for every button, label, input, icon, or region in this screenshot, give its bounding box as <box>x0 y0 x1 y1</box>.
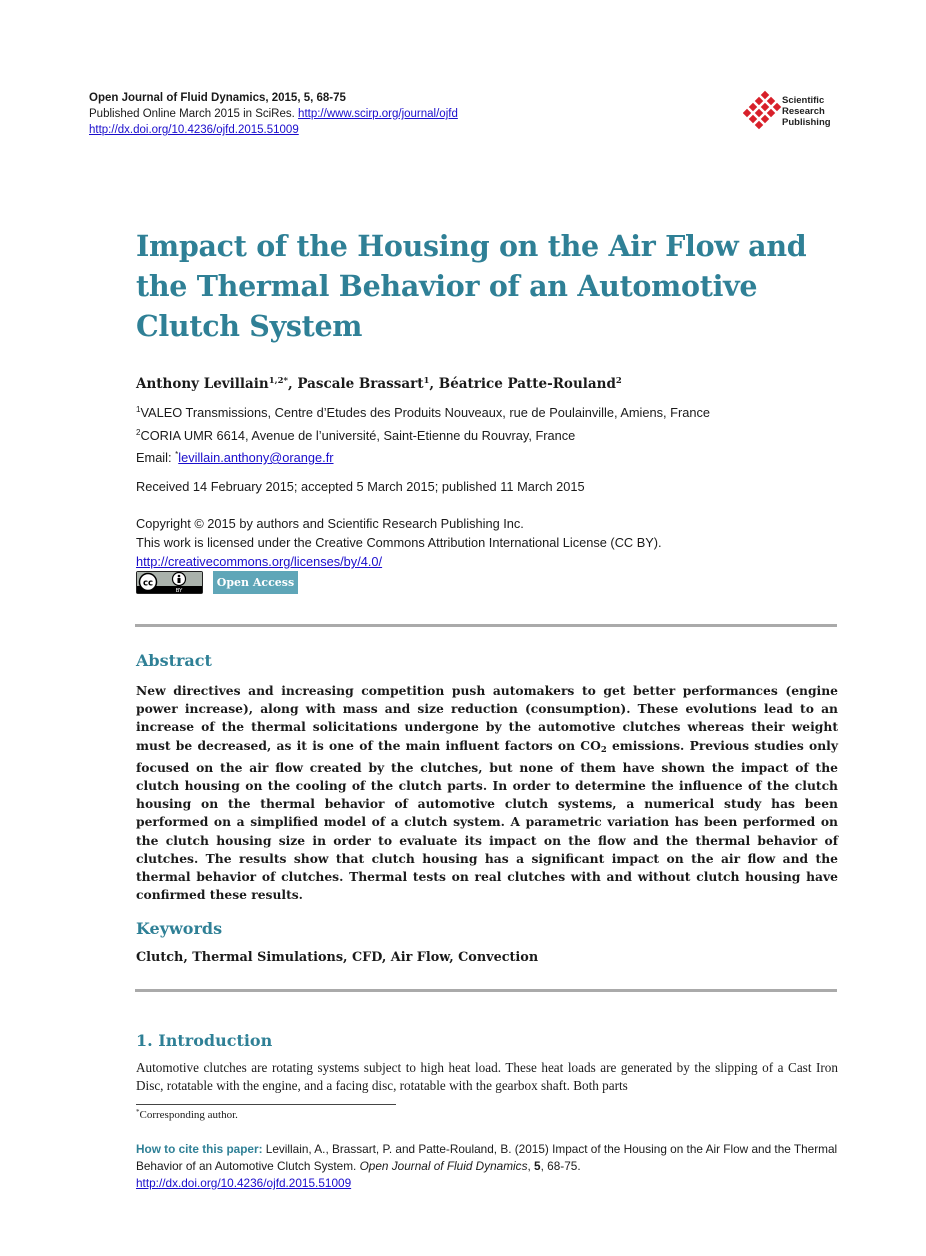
abstract-part-1: New directives and increasing competition push automakers to get better performances (engine power increase), along with mass and size reduction (consumption). These evolutions lead to an increase of the thermal solicitations undergone by the automotive clutches whereas their weight must be decreased, as it is one of the main influent factors on CO <box>136 683 838 753</box>
journal-url-link[interactable]: http://www.scirp.org/journal/ojfd <box>298 108 458 120</box>
abstract-part-2: emissions. Previous studies only focused on the air flow created by the clutches, but none of them have shown the impact of the clutch housing on the cooling of the clutch parts. In order to determine the influence of the clutch housing on the thermal behavior of automotive clutch systems, a numerical study has been performed on a simplified model of a clutch system. A parametric variation has been performed on the clutch housing size in order to evaluate its impact on the flow and the thermal behavior of clutches. The results show that clutch housing has a significant impact on the air flow and the thermal behavior of clutches. Thermal tests on real clutches with and without clutch housing have confirmed these results. <box>136 737 839 903</box>
license-line: This work is licensed under the Creative Commons Attribution International License (CC BY). <box>136 535 662 550</box>
affiliation-sup: 2 <box>136 427 141 437</box>
footnote <box>136 1108 238 1121</box>
abstract-text <box>136 682 838 904</box>
logo-line-1: Scientific <box>782 95 825 106</box>
email-link[interactable]: levillain.anthony@orange.fr <box>178 450 334 465</box>
citation-text: Levillain, A., Brassart, P. and Patte-Rouland, B. (2015) Impact of the Housing on the Air Flow and the Thermal Behavior of an Automotive Clutch System. <box>136 1142 838 1173</box>
logo-line-3: Publishing <box>782 117 831 128</box>
copyright-line: Copyright © 2015 by authors and Scientific Research Publishing Inc. <box>136 516 524 531</box>
svg-text:cc: cc <box>142 578 154 589</box>
citation-block: How to cite this paper: Levillain, A., Brassart, P. and Patte-Rouland, B. (2015) Impact of the Housing on the Air Flow and the Thermal Behavior of an Automotive Clutch System. Open Journal of Fluid Dynamics, 5, 68-75. http://dx.doi.org/10.4236/ojfd.2015.51009 <box>136 1142 838 1190</box>
svg-text:BY: BY <box>175 588 183 594</box>
citation-journal: Open Journal of Fluid Dynamics <box>359 1159 528 1173</box>
cc-by-badge[interactable] <box>136 571 203 594</box>
footnote-sup: * <box>136 1108 140 1116</box>
copyright-block <box>136 514 662 571</box>
journal-line: Open Journal of Fluid Dynamics, 2015, 5, 68-75 <box>89 92 346 104</box>
paper-title: Impact of the Housing on the Air Flow and the Thermal Behavior of an Automotive Clutch System <box>136 229 807 343</box>
keywords-heading: Keywords <box>136 919 223 938</box>
email-sup: * <box>175 450 179 459</box>
affiliation-text: VALEO Transmissions, Centre d’Etudes des Produits Nouveaux, rue de Poulainville, Amiens, France <box>140 405 710 420</box>
journal-header <box>89 90 458 138</box>
citation-pages: , 68-75. <box>540 1159 581 1173</box>
author-name: Pascale Brassart <box>297 376 424 392</box>
section-divider <box>135 624 837 627</box>
abstract-heading: Abstract <box>136 651 212 670</box>
affiliation-sup: 1 <box>136 405 141 414</box>
affiliation-text: CORIA UMR 6614, Avenue de l’université, Saint-Etienne du Rouvray, France <box>140 427 576 443</box>
email-label: Email: <box>136 450 172 465</box>
author-sup: 1 <box>423 376 430 386</box>
author-sup: 1,2* <box>268 376 288 386</box>
open-access-badge[interactable]: Open Access <box>213 571 298 594</box>
email-line <box>136 445 710 468</box>
footnote-text: Corresponding author. <box>139 1109 238 1121</box>
author-list: Anthony Levillain$^{1,2*}$, Pascale Brassart$^1$, Béatrice Patte-Rouland$^2$ <box>136 376 622 392</box>
citation-label: How to cite this paper: <box>136 1142 263 1156</box>
co2-subscript: 2 <box>600 744 607 755</box>
keywords-text: Clutch, Thermal Simulations, CFD, Air Flow, Convection <box>136 950 539 965</box>
received-dates: Received 14 February 2015; accepted 5 March 2015; published 11 March 2015 <box>136 479 585 494</box>
cc-by-icon <box>136 571 203 594</box>
author-name: Anthony Levillain <box>136 376 269 392</box>
header-doi-link[interactable]: http://dx.doi.org/10.4236/ojfd.2015.51009 <box>89 124 299 136</box>
logo-line-2: Research <box>782 106 825 117</box>
published-line <box>89 106 458 122</box>
affiliation-item <box>136 423 710 446</box>
author-name: Béatrice Patte-Rouland <box>438 376 616 392</box>
citation-doi-link[interactable]: http://dx.doi.org/10.4236/ojfd.2015.51009 <box>136 1176 352 1190</box>
license-url-link[interactable]: http://creativecommons.org/licenses/by/4.0/ <box>136 554 383 569</box>
affiliation-item <box>136 400 710 423</box>
section-divider <box>135 989 837 992</box>
citation-volume: 5 <box>534 1159 541 1173</box>
introduction-heading: 1. Introduction <box>136 1031 273 1050</box>
published-prefix: Published Online March 2015 in SciRes. <box>89 108 295 120</box>
scirp-logo-text <box>782 95 831 128</box>
author-sup: 2 <box>615 376 622 386</box>
introduction-text: Automotive clutches are rotating systems subject to high heat load. These heat loads are generated by the slipping of a Cast Iron Disc, rotatable with the engine, and a facing disc, rotatable with the gearbox shaft. Both parts <box>136 1060 838 1093</box>
footnote-rule <box>136 1104 396 1105</box>
affiliations <box>136 400 710 468</box>
